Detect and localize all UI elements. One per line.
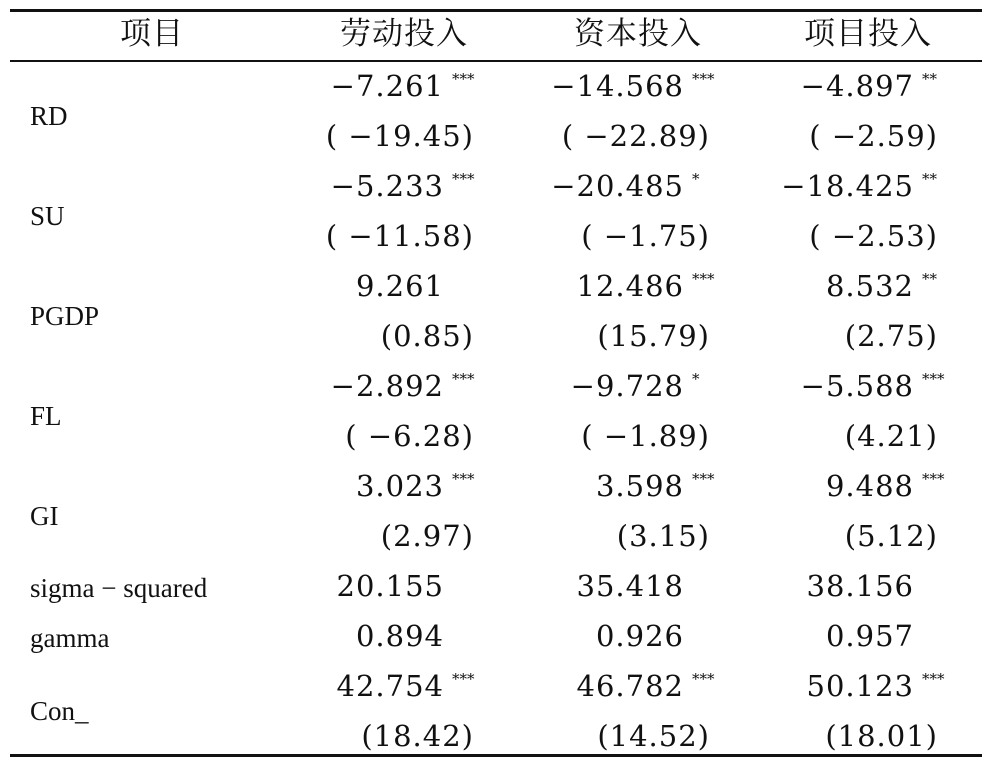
- significance-stars: *: [692, 170, 700, 188]
- coef-value: 0.957: [825, 619, 914, 653]
- coef-cell: [331, 66, 475, 106]
- coef-cell: [781, 166, 937, 206]
- coef-value: 3.598: [595, 469, 684, 503]
- header-item: 项目: [120, 16, 184, 52]
- coef-value: −4.897: [800, 69, 914, 103]
- significance-stars: ***: [922, 670, 945, 688]
- coef-value: −9.728: [570, 369, 684, 403]
- coef-value: 35.418: [576, 569, 684, 603]
- coef-cell: [826, 466, 945, 506]
- coef-cell: [596, 466, 715, 506]
- t-stat-cell: ( −11.58): [325, 219, 474, 253]
- coef-value: −14.568: [551, 69, 684, 103]
- coef-cell: [331, 366, 475, 406]
- coef-cell: [577, 566, 684, 606]
- row-label: SU: [30, 201, 65, 231]
- coef-cell: [331, 166, 475, 206]
- row-label: sigma − squared: [30, 573, 208, 603]
- t-stat-cell: ( −19.45): [325, 119, 474, 153]
- row-label: FL: [30, 401, 62, 431]
- t-stat-cell: (2.75): [844, 319, 938, 353]
- coef-cell: [807, 566, 914, 606]
- coef-cell: [356, 266, 444, 306]
- row-label: Con_: [30, 696, 89, 726]
- header-labor-input: 劳动投入: [340, 16, 468, 52]
- t-stat-cell: ( −1.89): [581, 419, 710, 453]
- coef-value: 42.754: [336, 669, 444, 703]
- coef-value: 9.488: [825, 469, 914, 503]
- header-capital-input: 资本投入: [574, 16, 702, 52]
- row-label: gamma: [30, 623, 110, 653]
- coef-value: 0.926: [595, 619, 684, 653]
- significance-stars: ***: [692, 270, 715, 288]
- coef-cell: [356, 466, 475, 506]
- coef-cell: [596, 616, 684, 656]
- coef-cell: [826, 616, 914, 656]
- significance-stars: ***: [922, 370, 945, 388]
- significance-stars: ***: [452, 470, 475, 488]
- significance-stars: **: [922, 70, 937, 88]
- coef-value: 38.156: [806, 569, 914, 603]
- t-stat-cell: (18.42): [361, 719, 474, 753]
- coef-value: −5.588: [800, 369, 914, 403]
- coef-value: 46.782: [576, 669, 684, 703]
- t-stat-cell: ( −2.59): [809, 119, 938, 153]
- coef-cell: [577, 266, 715, 306]
- significance-stars: ***: [452, 670, 475, 688]
- coef-value: −20.485: [551, 169, 684, 203]
- top-rule: [10, 9, 982, 12]
- coef-value: 12.486: [576, 269, 684, 303]
- coef-value: 0.894: [355, 619, 444, 653]
- significance-stars: ***: [692, 470, 715, 488]
- significance-stars: ***: [922, 470, 945, 488]
- coef-value: 20.155: [336, 569, 444, 603]
- t-stat-cell: (15.79): [597, 319, 710, 353]
- coef-cell: [801, 366, 945, 406]
- t-stat-cell: ( −6.28): [345, 419, 474, 453]
- coef-cell: [356, 616, 444, 656]
- coef-value: 9.261: [355, 269, 444, 303]
- header-rule: [10, 60, 982, 62]
- t-stat-cell: (14.52): [597, 719, 710, 753]
- significance-stars: **: [922, 270, 937, 288]
- significance-stars: ***: [692, 70, 715, 88]
- t-stat-cell: (2.97): [380, 519, 474, 553]
- t-stat-cell: (4.21): [844, 419, 938, 453]
- coef-value: −7.261: [330, 69, 444, 103]
- row-label: PGDP: [30, 301, 100, 331]
- significance-stars: ***: [692, 670, 715, 688]
- significance-stars: ***: [452, 170, 475, 188]
- coef-value: 8.532: [825, 269, 914, 303]
- coef-cell: [551, 166, 699, 206]
- significance-stars: **: [922, 170, 937, 188]
- significance-stars: ***: [452, 70, 475, 88]
- t-stat-cell: (3.15): [616, 519, 710, 553]
- coef-value: −18.425: [781, 169, 914, 203]
- coef-cell: [807, 666, 945, 706]
- coef-cell: [826, 266, 937, 306]
- row-label: GI: [30, 501, 59, 531]
- coef-cell: [571, 366, 700, 406]
- coef-cell: [337, 566, 444, 606]
- coef-cell: [577, 666, 715, 706]
- t-stat-cell: ( −1.75): [581, 219, 710, 253]
- significance-stars: *: [692, 370, 700, 388]
- coef-cell: [337, 666, 475, 706]
- coef-value: −5.233: [330, 169, 444, 203]
- coef-value: 3.023: [355, 469, 444, 503]
- t-stat-cell: (18.01): [825, 719, 938, 753]
- t-stat-cell: ( −22.89): [561, 119, 710, 153]
- t-stat-cell: (5.12): [844, 519, 938, 553]
- coef-value: 50.123: [806, 669, 914, 703]
- significance-stars: ***: [452, 370, 475, 388]
- t-stat-cell: ( −2.53): [809, 219, 938, 253]
- t-stat-cell: (0.85): [380, 319, 474, 353]
- row-label: RD: [30, 101, 68, 131]
- coef-cell: [551, 66, 714, 106]
- coef-value: −2.892: [330, 369, 444, 403]
- coef-cell: [801, 66, 937, 106]
- header-project-input: 项目投入: [804, 16, 932, 52]
